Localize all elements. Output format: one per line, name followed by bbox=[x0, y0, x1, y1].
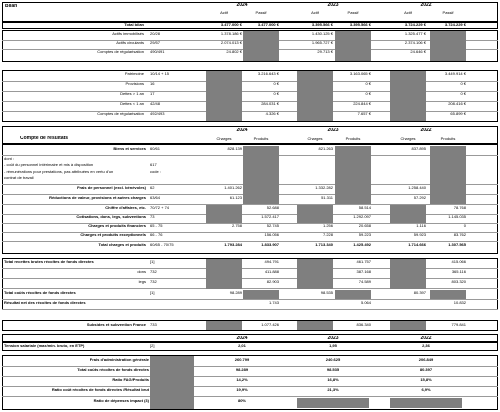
actif-value: 1.378.186 € bbox=[220, 32, 242, 36]
actif-label: Actifs circulants bbox=[116, 41, 144, 45]
col-passif: Passif bbox=[255, 11, 267, 15]
gray-block bbox=[297, 71, 333, 121]
fonds-label: Total coûts récoltes de fonds directes bbox=[4, 291, 76, 295]
fonds-value: 82.903 bbox=[266, 280, 279, 284]
fonds-value: 10.832 bbox=[453, 301, 466, 305]
tension-value: 2,36 bbox=[422, 344, 430, 348]
fonds-code: 732 bbox=[150, 270, 157, 274]
cr-value: 83.762 bbox=[453, 233, 466, 237]
bilan-title: Bilan bbox=[5, 4, 18, 9]
cr-code: 73 bbox=[150, 215, 155, 219]
fonds-value: 5.064 bbox=[360, 301, 371, 305]
passif-value: 224.844 € bbox=[353, 102, 371, 106]
gray-block bbox=[297, 205, 333, 223]
cr-value: 58.514 bbox=[358, 206, 371, 210]
total-bilan-value: 3.724.229 € bbox=[444, 23, 466, 27]
gray-block bbox=[390, 259, 426, 289]
total-bilan-value: 3.395.566 € bbox=[311, 23, 333, 27]
actif-value: 2.374.106 € bbox=[404, 41, 426, 45]
col-actif: Actif bbox=[404, 11, 412, 15]
year-header: 2023 bbox=[327, 3, 339, 8]
ratio-value: 6,9% bbox=[421, 388, 431, 392]
cr-label: Cotisations, dons, legs, subventions bbox=[76, 215, 146, 219]
row-divider bbox=[2, 299, 498, 300]
fonds-value: 80.397 bbox=[413, 291, 426, 295]
total-bilan-value: 3.477.000 € bbox=[220, 23, 242, 27]
cr-label: Biens et services bbox=[113, 147, 146, 151]
cr-value: 1.572.417 bbox=[261, 215, 279, 219]
gray-block bbox=[390, 205, 426, 223]
col-actif: Actif bbox=[220, 11, 228, 15]
actif-value: 1.965.727 € bbox=[311, 41, 333, 45]
actif-value: 24.802 € bbox=[226, 50, 242, 54]
ratio-label: Ratio de dépenses impact (3) bbox=[93, 399, 149, 403]
fonds-value: 387.168 bbox=[356, 270, 371, 274]
cr-code: 70/72 + 74 bbox=[150, 206, 170, 210]
cr-value: 837.895 bbox=[411, 147, 426, 151]
subsides-label: Subsides et subvention France bbox=[86, 323, 146, 327]
cr-year: 2024 bbox=[236, 128, 248, 133]
cr-label: dont : bbox=[4, 157, 15, 161]
ratio-value: 21,3% bbox=[327, 388, 339, 392]
cr-label: Total charges et produits bbox=[98, 243, 146, 247]
ratio-value: 98.535 bbox=[326, 368, 340, 372]
passif-code: 42/48 bbox=[150, 102, 161, 106]
cr-value: 1.793.284 bbox=[224, 243, 242, 247]
cr-value: 52.745 bbox=[266, 224, 279, 228]
passif-value: 4.326 € bbox=[265, 112, 279, 116]
tension-value: 1,95 bbox=[329, 344, 337, 348]
cr-year: 2023 bbox=[327, 128, 339, 133]
col-produits: Produits bbox=[440, 137, 456, 141]
gray-block bbox=[206, 259, 242, 289]
cr-value: 61.123 bbox=[229, 196, 242, 200]
ratio-value: 14,2% bbox=[236, 378, 248, 382]
actif-label: Comptes de régularisation bbox=[97, 50, 144, 54]
gray-block bbox=[335, 31, 371, 61]
fonds-value: 98.535 bbox=[320, 291, 333, 295]
cr-code: code : bbox=[150, 170, 161, 174]
passif-value: 0 € bbox=[460, 92, 466, 96]
ratio-value: 16,8% bbox=[327, 378, 339, 382]
fonds-value: 365.116 bbox=[451, 270, 466, 274]
cr-label: Frais de personnel (excl. bénévoles) bbox=[77, 186, 146, 190]
cr-value: 59.223 bbox=[358, 233, 371, 237]
passif-label: Dettes < 1 an bbox=[120, 102, 144, 106]
ratio-value: 80.397 bbox=[419, 368, 433, 372]
passif-label: Dettes > 1 an bbox=[120, 92, 144, 96]
fonds-value: 415.066 bbox=[451, 260, 466, 264]
ratio-value: 19,9% bbox=[236, 388, 248, 392]
fonds-value: 1.743 bbox=[268, 301, 279, 305]
cr-value: 20.658 bbox=[358, 224, 371, 228]
cr-value: 78.768 bbox=[453, 206, 466, 210]
fonds-label: dons bbox=[137, 270, 146, 274]
cr-year: 2022 bbox=[420, 128, 432, 133]
cr-value: 821.263 bbox=[318, 147, 333, 151]
actif-code: 20/28 bbox=[150, 32, 161, 36]
row-divider bbox=[2, 386, 498, 387]
cr-value: 1.713.340 bbox=[315, 243, 333, 247]
cr-value: 1.258.440 bbox=[408, 186, 426, 190]
fonds-label: legs bbox=[138, 280, 146, 284]
passif-code: 17 bbox=[150, 92, 155, 96]
cr-value: 828.139 bbox=[227, 147, 242, 151]
gray-block bbox=[390, 398, 462, 408]
gray-block bbox=[206, 205, 242, 223]
passif-code: 16 bbox=[150, 82, 155, 86]
subsides-value: 779.841 bbox=[451, 323, 466, 327]
fonds-value: 461.757 bbox=[356, 260, 371, 264]
cr-value: 1.401.262 bbox=[224, 186, 242, 190]
cr-value: 1.332.282 bbox=[315, 186, 333, 190]
gray-block bbox=[430, 146, 466, 204]
cr-value: 1.116 bbox=[416, 224, 426, 228]
actif-value: 2.074.013 € bbox=[220, 41, 242, 45]
cr-code: 60/61 bbox=[150, 147, 161, 151]
subsides-value: 836.340 bbox=[356, 323, 371, 327]
passif-value: 284.031 € bbox=[261, 102, 279, 106]
row-divider bbox=[2, 309, 498, 310]
col-passif: Passif bbox=[442, 11, 454, 15]
cr-label: Chiffre d'affaires, etc. bbox=[105, 206, 146, 210]
cr-code: 63/64 bbox=[150, 196, 161, 200]
ratio-value: 240.625 bbox=[325, 358, 341, 362]
cr-value: 57.292 bbox=[413, 196, 426, 200]
ratio-label: Frais d'administration générale bbox=[89, 358, 149, 362]
cr-value: 2.758 bbox=[231, 224, 242, 228]
ratio-value: 15,8% bbox=[420, 378, 432, 382]
year-header: 2024 bbox=[236, 3, 248, 8]
gray-block bbox=[390, 321, 426, 330]
row-divider bbox=[2, 366, 498, 367]
cr-value: 1.292.097 bbox=[353, 215, 371, 219]
gray-block bbox=[297, 321, 333, 330]
gray-block bbox=[243, 290, 279, 299]
gray-block bbox=[243, 31, 279, 61]
cr-value: 59.923 bbox=[413, 233, 426, 237]
year-header: 2022 bbox=[420, 3, 432, 8]
total-bilan-value: 3.395.566 € bbox=[349, 23, 371, 27]
cr-value: 1.833.907 bbox=[261, 243, 279, 247]
cr-label: Réductions de valeur, provisions et autres charges bbox=[49, 196, 146, 200]
gray-block bbox=[150, 356, 194, 409]
fonds-value: 98.289 bbox=[229, 291, 242, 295]
subsides-code: 733 bbox=[150, 323, 157, 327]
cr-value: 1.307.565 bbox=[448, 243, 466, 247]
cr-code: 62 bbox=[150, 186, 155, 190]
col-charges: Charges bbox=[400, 137, 416, 141]
subsides-value: 1.077.426 bbox=[261, 323, 279, 327]
tension-code: [2] bbox=[150, 344, 155, 348]
fonds-code: [1] bbox=[150, 291, 155, 295]
col-produits: Produits bbox=[345, 137, 361, 141]
gray-block bbox=[430, 290, 466, 299]
col-passif: Passif bbox=[347, 11, 359, 15]
fonds-value: 494.791 bbox=[264, 260, 279, 264]
actif-value: 24.646 € bbox=[410, 50, 426, 54]
gray-block bbox=[390, 71, 426, 121]
cr-value: 0 bbox=[463, 224, 466, 228]
cr-value: 52.688 bbox=[266, 206, 279, 210]
actif-code: 490/491 bbox=[150, 50, 165, 54]
tension-year: 2023 bbox=[327, 336, 339, 341]
tension-label: Tension salariale (max/min. bruto, en ETP) bbox=[4, 344, 85, 348]
gray-block bbox=[297, 259, 333, 289]
ratio-label: Total coûts récoltes de fonds directes bbox=[77, 368, 149, 372]
fonds-label: Résultat net des récoltes de fonds directes bbox=[4, 301, 86, 305]
passif-label: Comptes de régularisation bbox=[97, 112, 144, 116]
fonds-code: [1] bbox=[150, 260, 155, 264]
fonds-value: 74.589 bbox=[358, 280, 371, 284]
passif-code: 10/14 + 15 bbox=[150, 72, 170, 76]
actif-label: Actifs immobilisés bbox=[112, 32, 144, 36]
passif-label: Patrimoine bbox=[124, 72, 144, 76]
ratio-value: 260.799 bbox=[234, 358, 250, 362]
passif-value: 7.657 € bbox=[357, 112, 371, 116]
cr-value: 156.056 bbox=[264, 233, 279, 237]
tension-year: 2024 bbox=[236, 336, 248, 341]
gray-block bbox=[243, 146, 279, 204]
fonds-label: Total recettes brutes récoltes de fonds directes bbox=[4, 260, 94, 264]
passif-value: 0 € bbox=[273, 82, 279, 86]
actif-code: 29/57 bbox=[150, 41, 161, 45]
row-divider bbox=[2, 376, 498, 377]
gray-block bbox=[335, 146, 371, 204]
gray-block bbox=[335, 290, 371, 299]
cr-value: 7.228 bbox=[322, 233, 333, 237]
fonds-value: 411.888 bbox=[264, 270, 279, 274]
cr-code: 66 - 76 bbox=[150, 233, 163, 237]
row-divider bbox=[2, 396, 498, 397]
gray-block bbox=[206, 71, 242, 121]
passif-code: 492/493 bbox=[150, 112, 165, 116]
passif-value: 0 € bbox=[365, 82, 371, 86]
passif-value: 0 € bbox=[273, 92, 279, 96]
passif-value: 0 € bbox=[460, 82, 466, 86]
cr-title: Compte de résultats bbox=[20, 136, 69, 141]
fonds-value: 803.320 bbox=[451, 280, 466, 284]
col-actif: Actif bbox=[311, 11, 319, 15]
tension-year: 2022 bbox=[420, 336, 432, 341]
cr-label: Charges et produits exceptionnels bbox=[80, 233, 146, 237]
gray-block bbox=[297, 398, 369, 408]
ratio-value: 80% bbox=[237, 399, 246, 403]
gray-block bbox=[430, 31, 466, 61]
gray-block bbox=[206, 321, 242, 330]
cr-value: 1.425.492 bbox=[353, 243, 371, 247]
passif-value: 3.449.914 € bbox=[444, 72, 466, 76]
tension-value: 2,01 bbox=[238, 344, 246, 348]
total-bilan-value: 3.724.229 € bbox=[404, 23, 426, 27]
cr-value: 51.311 bbox=[321, 196, 333, 200]
actif-value: 29.713 € bbox=[317, 50, 333, 54]
col-produits: Produits bbox=[253, 137, 269, 141]
col-charges: Charges bbox=[216, 137, 232, 141]
passif-value: 208.416 € bbox=[448, 102, 466, 106]
cr-label: - coût du personnel intérimaire et mis à disposition bbox=[4, 163, 94, 167]
passif-value: 3.216.643 € bbox=[257, 72, 279, 76]
cr-label: Charges et produits financiers bbox=[88, 224, 146, 228]
passif-label: Provisions bbox=[125, 82, 144, 86]
actif-value: 1.430.125 € bbox=[311, 32, 333, 36]
col-charges: Charges bbox=[307, 137, 323, 141]
ratio-value: 98.289 bbox=[235, 368, 249, 372]
cr-code: 617 bbox=[150, 163, 157, 167]
cr-code: 65 - 75 bbox=[150, 224, 163, 228]
actif-value: 1.325.477 € bbox=[404, 32, 426, 36]
total-bilan-value: 3.477.000 € bbox=[257, 23, 279, 27]
ratio-label: Ratio coût récoltes de fonds directes /Résultat brut bbox=[51, 388, 149, 392]
cr-value: 1.256 bbox=[322, 224, 333, 228]
cr-label: contrat de travail bbox=[4, 176, 34, 180]
passif-value: 0 € bbox=[365, 92, 371, 96]
fonds-code: 732 bbox=[150, 280, 157, 284]
ratio-label: Ratio FAG/Produits bbox=[112, 378, 149, 382]
cr-value: 1.714.666 bbox=[408, 243, 426, 247]
cr-code: 60/65 - 70/75 bbox=[150, 243, 174, 247]
cr-value: 1.145.035 bbox=[448, 215, 466, 219]
passif-value: 3.163.065 € bbox=[349, 72, 371, 76]
total-bilan-label: Total bilan bbox=[124, 23, 144, 27]
ratio-value: 206.849 bbox=[418, 358, 434, 362]
cr-label: - rémunérations pour prestations, pas attribuées en vertu d'un bbox=[4, 170, 114, 174]
row-divider bbox=[2, 241, 498, 242]
passif-value: 65.899 € bbox=[450, 112, 466, 116]
